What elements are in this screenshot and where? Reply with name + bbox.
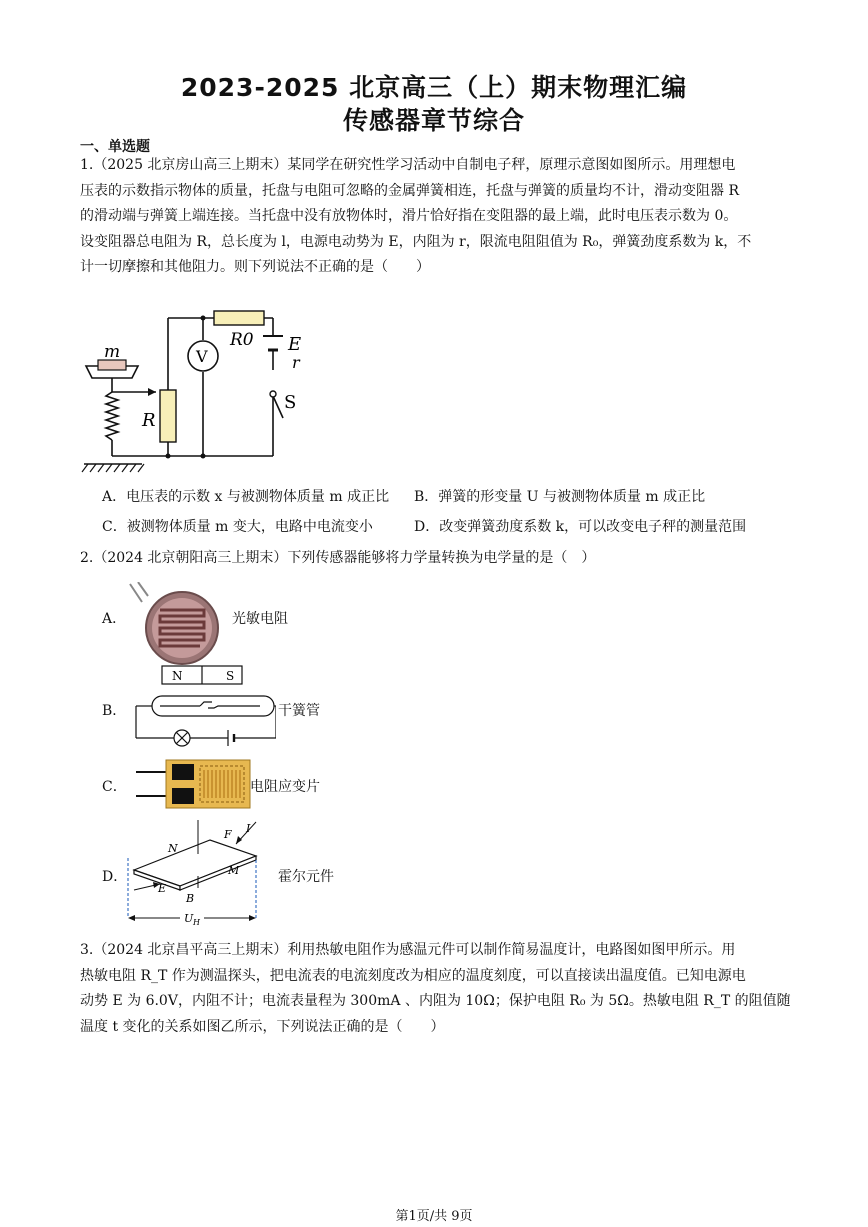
photoresistor-icon [128, 582, 240, 668]
reed-switch-icon [130, 664, 276, 750]
q1-line: 计一切摩擦和其他阻力。则下列说法不正确的是（ ） [80, 259, 430, 275]
magnet-south-label: S [226, 669, 235, 683]
hall-voltage-label: U [184, 912, 194, 925]
hall-b-label: B [186, 892, 195, 905]
q3-line: 3.（2024 北京昌平高三上期末）利用热敏电阻作为感温元件可以制作简易温度计，电路图如图甲所示。用 [80, 942, 736, 958]
q1-circuit-diagram [78, 300, 338, 480]
q1-line: 的滑动端与弹簧上端连接。当托盘中没有放物体时，滑片恰好指在变阻器的最上端，此时电压表示数为 0。 [80, 208, 738, 224]
strain-gauge-icon [136, 758, 252, 810]
q1-option-b: B．弹簧的形变量 U 与被测物体质量 m 成正比 [414, 489, 706, 505]
q2-option-a-letter: A． [102, 611, 127, 627]
q2-option-d-letter: D． [102, 869, 128, 885]
rheostat-label: R [142, 410, 156, 431]
q1-option-a: A．电压表的示数 x 与被测物体质量 m 成正比 [102, 489, 390, 505]
voltmeter-label: V [196, 347, 208, 366]
limit-resistor-label: R0 [230, 330, 254, 350]
q3-line: 温度 t 变化的关系如图乙所示，下列说法正确的是（ ） [80, 1018, 445, 1035]
q2-option-b-caption: 干簧管 [278, 703, 320, 719]
emf-label: E [288, 334, 302, 355]
hall-element-icon [120, 814, 268, 928]
q1-option-d: D．改变弹簧劲度系数 k，可以改变电子秤的测量范围 [414, 519, 747, 535]
q1-line: 压表的示数指示物体的质量，托盘与电阻可忽略的金属弹簧相连，托盘与弹簧的质量均不计，滑动变阻器 R [80, 182, 739, 199]
hall-n-label: N [168, 842, 178, 855]
magnet-north-label: N [172, 669, 183, 683]
q2-option-d-caption: 霍尔元件 [278, 869, 334, 885]
section-heading: 一、单选题 [80, 139, 150, 155]
doc-title-line2: 传感器章节综合 [342, 106, 525, 135]
q3-stem [80, 938, 792, 1040]
hall-m-label: M [228, 864, 240, 877]
q1-line: 设变阻器总电阻为 R，总长度为 l，电源电动势为 E，内阻为 r，限流电阻阻值为 R₀，弹簧劲度系数为 k，不 [80, 233, 752, 250]
q1-option-c: C．被测物体质量 m 变大，电路中电流变小 [102, 519, 373, 535]
hall-i-label: I [246, 822, 251, 835]
q2-option-c-letter: C． [102, 779, 127, 795]
internal-resistance-label: r [292, 353, 300, 372]
q3-line: 动势 E 为 6.0V，内阻不计；电流表量程为 300mA 、内阻为 10Ω；保护电阻 R₀ 为 5Ω。热敏电阻 R_T 的阻值随 [80, 993, 791, 1009]
q2-option-a-caption: 光敏电阻 [232, 611, 288, 627]
hall-f-label: F [224, 828, 232, 841]
q3-line: 热敏电阻 R_T 作为测温探头，把电流表的电流刻度改为相应的温度刻度，可以直接读出温度值。已知电源电 [80, 967, 746, 984]
q2-option-b-letter: B． [102, 703, 127, 719]
mass-label: m [104, 342, 121, 362]
q2-stem: 2.（2024 北京朝阳高三上期末）下列传感器能够将力学量转换为电学量的是（ ） [80, 550, 596, 566]
q1-line: 1.（2025 北京房山高三上期末）某同学在研究性学习活动中自制电子秤，原理示意图如图所示。用理想电 [80, 157, 736, 173]
q2-option-c-caption: 电阻应变片 [250, 779, 320, 795]
hall-e-label: E [158, 882, 167, 895]
page-number: 第1页/共 9页 [395, 1209, 473, 1224]
q1-stem [80, 153, 792, 281]
doc-title-line1: 2023-2025 北京高三（上）期末物理汇编 [180, 73, 688, 102]
switch-label: S [284, 392, 297, 413]
hall-voltage-subscript: H [193, 918, 200, 927]
